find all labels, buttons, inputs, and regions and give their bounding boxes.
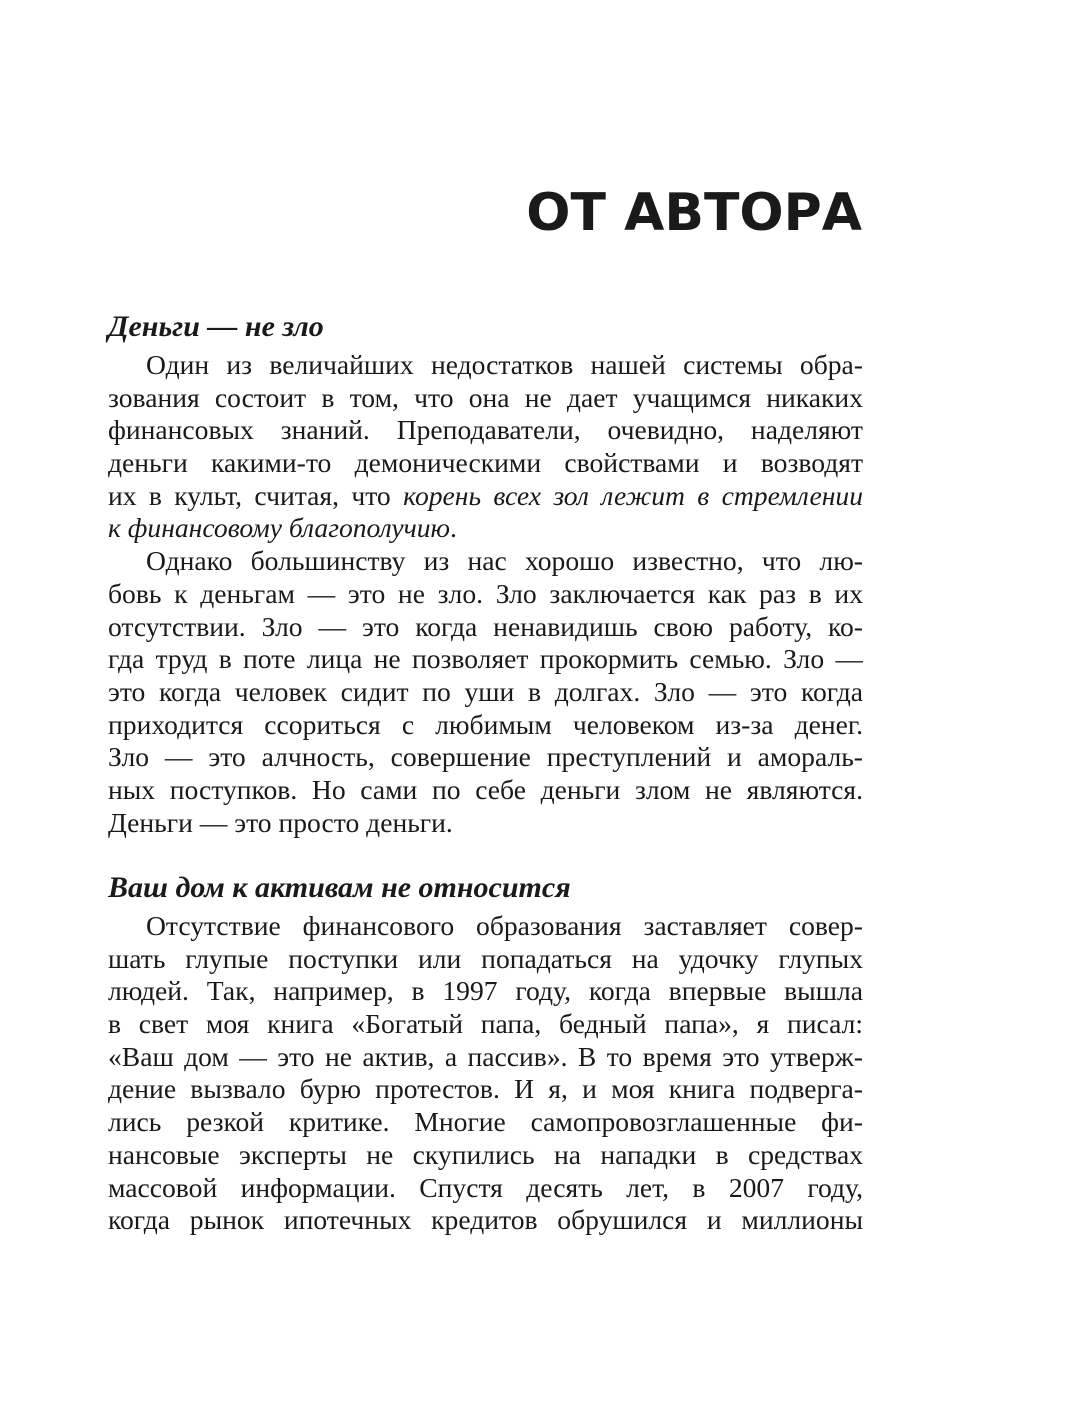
- text-line: зования состоит в том, что она не дает учащимся никаких: [108, 381, 863, 413]
- text-line: приходится ссориться с любимым человеком из-за денег.: [108, 708, 863, 740]
- text-line: людей. Так, например, в 1997 году, когда впервые вышла: [108, 975, 863, 1007]
- text-line: лись резкой критике. Многие самопровозглашенные фи-: [108, 1106, 863, 1138]
- text-line: Однако большинству из нас хорошо известно, что лю-: [146, 545, 863, 577]
- italic-quote: корень всех зол лежит в стремлении: [403, 479, 863, 511]
- text-line: бовь к деньгам — это не зло. Зло заключается как раз в их: [108, 577, 863, 609]
- text-fragment: .: [450, 512, 457, 544]
- chapter-title: ОТ АВТОРА: [526, 183, 862, 243]
- text-fragment: их в культ, считая, что: [108, 479, 391, 511]
- italic-quote: к финансовому благополучию: [108, 512, 450, 544]
- text-line: Отсутствие финансового образования заставляет совер-: [146, 910, 863, 941]
- text-line: Зло — это алчность, совершение преступлений и амораль-: [108, 741, 863, 773]
- section-heading: Ваш дом к активам не относится: [108, 871, 571, 904]
- text-line: шать глупые поступки или попадаться на удочку глупых: [108, 942, 863, 974]
- text-line: в свет моя книга «Богатый папа, бедный папа», я писал:: [108, 1008, 863, 1040]
- paragraph: [108, 910, 863, 1237]
- text-line: «Ваш дом — это не актив, а пассив». В то время это утверж-: [108, 1040, 863, 1072]
- text-line: массовой информации. Спустя десять лет, в 2007 году,: [108, 1171, 863, 1203]
- text-line: [108, 512, 863, 545]
- text-line: дение вызвало бурю протестов. И я, и моя книга подверга-: [108, 1073, 863, 1105]
- text-line: гда труд в поте лица не позволяет прокормить семью. Зло —: [108, 643, 863, 675]
- text-line: Деньги — это просто деньги.: [108, 806, 453, 838]
- text-line: деньги какими-то демоническими свойствами и возводят: [108, 447, 863, 479]
- text-line: [108, 480, 863, 513]
- text-line: когда рынок ипотечных кредитов обрушился и миллионы: [108, 1204, 863, 1236]
- paragraph: [108, 349, 863, 545]
- text-line: Один из величайших недостатков нашей системы обра-: [146, 349, 863, 380]
- paragraph: [108, 545, 863, 839]
- section-money-not-evil: [108, 305, 863, 839]
- section-house-not-asset: [108, 866, 863, 1237]
- text-line: финансовых знаний. Преподаватели, очевидно, наделяют: [108, 414, 863, 446]
- text-line: нансовые эксперты не скупились на нападки в средствах: [108, 1138, 863, 1170]
- section-heading: Деньги — не зло: [108, 310, 324, 343]
- text-line: отсутствии. Зло — это когда ненавидишь свою работу, ко-: [108, 610, 863, 642]
- text-line: ных поступков. Но сами по себе деньги злом не являются.: [108, 773, 863, 805]
- text-line: это когда человек сидит по уши в долгах. Зло — это когда: [108, 675, 863, 707]
